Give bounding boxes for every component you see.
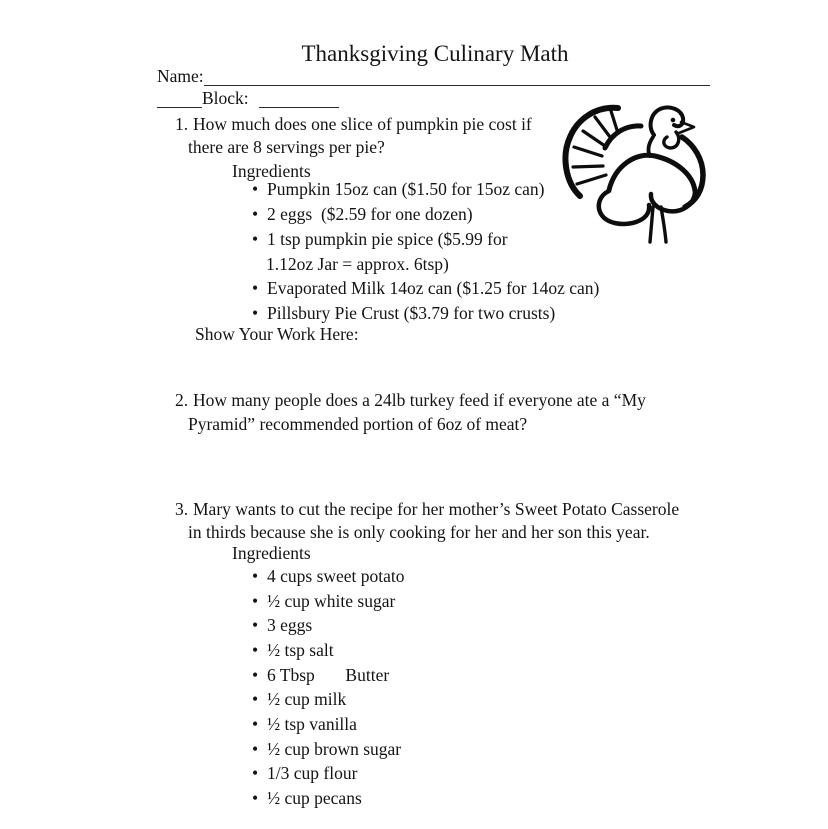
bullet-text: 3 eggs (267, 615, 313, 635)
turkey-eye (671, 118, 676, 123)
bullet-item (252, 590, 395, 612)
bullet-item-continuation: 1.12oz Jar = approx. 6tsp) (266, 254, 449, 274)
bullet-dot: • (252, 278, 259, 298)
block-row (157, 88, 339, 108)
turkey-wattle (664, 132, 679, 148)
block-blank-line-right (259, 89, 339, 108)
bullet-dot: • (252, 179, 259, 199)
block-label: Block: (202, 88, 249, 108)
bullet-dot: • (252, 303, 259, 323)
bullet-dot: • (252, 665, 259, 685)
bullet-item (252, 762, 357, 784)
bullet-text: ½ tsp salt (267, 640, 334, 660)
bullet-dot: • (252, 714, 259, 734)
bullet-dot: • (252, 788, 259, 808)
question-1-line-1: How much does one slice of pumpkin pie cost if (193, 114, 532, 134)
bullet-dot: • (252, 689, 259, 709)
name-label: Name: (157, 66, 204, 86)
bullet-text: 2 eggs ($2.59 for one dozen) (267, 204, 473, 224)
bullet-item (252, 178, 545, 200)
turkey-breast-curve (609, 155, 695, 191)
question-1-line-2: there are 8 servings per pie? (188, 137, 385, 157)
turkey-icon (555, 95, 740, 260)
bullet-item (252, 614, 312, 636)
bullet-item (252, 277, 599, 299)
bullet-dot: • (252, 763, 259, 783)
bullet-item (252, 203, 473, 225)
page-title: Thanksgiving Culinary Math (301, 41, 569, 66)
bullet-text: ½ cup milk (267, 689, 347, 709)
bullet-text: ½ cup white sugar (267, 591, 396, 611)
bullet-text: Evaporated Milk 14oz can ($1.25 for 14oz can) (267, 278, 600, 298)
bullet-dot: • (252, 615, 259, 635)
bullet-dot: • (252, 229, 259, 249)
bullet-text: 1/3 cup flour (267, 763, 358, 783)
question-1-number: 1. (175, 114, 189, 134)
name-blank-line (204, 67, 710, 86)
bullet-text: Pillsbury Pie Crust ($3.79 for two crusts) (267, 303, 556, 323)
bullet-dot: • (252, 204, 259, 224)
question-2-number: 2. (175, 390, 189, 410)
bullet-dot: • (252, 739, 259, 759)
bullet-dot: • (252, 591, 259, 611)
question-2-line-1: How many people does a 24lb turkey feed if everyone ate a “My (193, 390, 646, 410)
bullet-dot: • (252, 640, 259, 660)
block-blank-line-left (157, 89, 202, 108)
bullet-dot: • (252, 566, 259, 586)
bullet-item (252, 664, 389, 686)
turkey-head (651, 107, 684, 135)
bullet-item (252, 228, 508, 250)
turkey-body-top (605, 126, 641, 148)
bullet-text: 6 Tbsp Butter (267, 665, 390, 685)
name-row (157, 66, 710, 86)
bullet-text: 1 tsp pumpkin pie spice ($5.99 for (267, 229, 508, 249)
bullet-item (252, 688, 346, 710)
bullet-text: ½ cup pecans (267, 788, 362, 808)
bullet-item (252, 639, 334, 661)
bullet-item (252, 302, 555, 324)
bullet-item (252, 738, 401, 760)
ingredients-heading-q1: Ingredients (232, 161, 311, 181)
bullet-text: Pumpkin 15oz can ($1.50 for 15oz can) (267, 179, 545, 199)
bullet-item (252, 787, 362, 809)
bullet-item (252, 565, 405, 587)
ingredients-heading-q3: Ingredients (232, 543, 311, 563)
bullet-item (252, 713, 357, 735)
question-3-number: 3. (175, 499, 189, 519)
question-3-line-1: Mary wants to cut the recipe for her mother’s Sweet Potato Casserole (193, 499, 680, 519)
bullet-text: ½ cup brown sugar (267, 739, 402, 759)
question-2-line-2: Pyramid” recommended portion of 6oz of meat? (188, 414, 528, 434)
bullet-text: 4 cups sweet potato (267, 566, 405, 586)
question-3-line-2: in thirds because she is only cooking for her and her son this year. (188, 522, 650, 542)
show-work-label: Show Your Work Here: (195, 324, 359, 344)
bullet-text: ½ tsp vanilla (267, 714, 357, 734)
turkey-thigh-lobe (599, 191, 649, 224)
